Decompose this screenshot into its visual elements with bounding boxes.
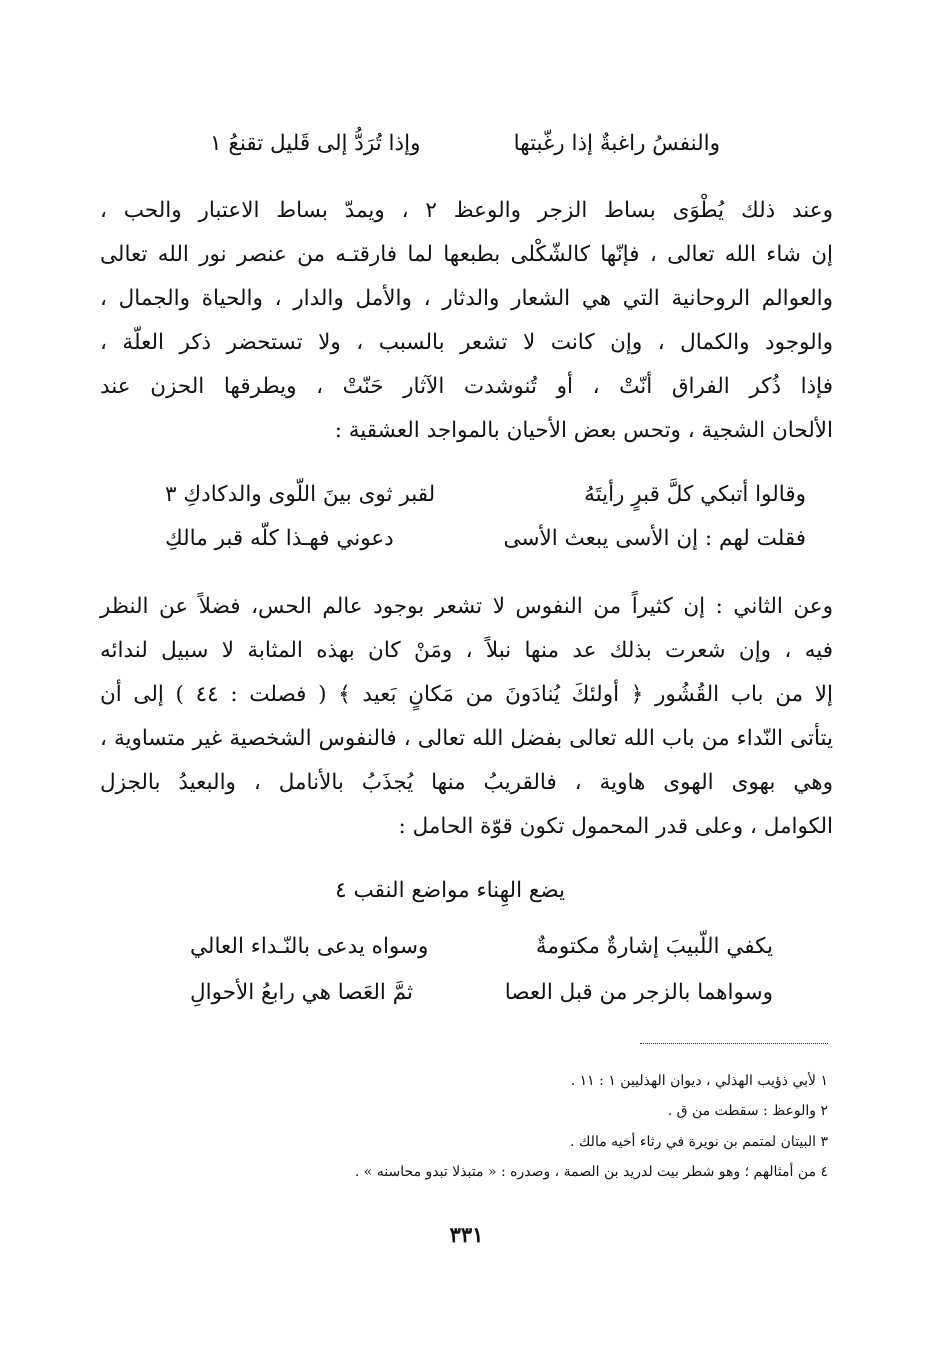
paragraph-2-line: إلا من باب القُشُور ﴿ أولئكَ يُنادَونَ من مَكانٍ بَعيد ﴾ ( فصلت : ٤٤ ) إلى أن bbox=[100, 682, 833, 707]
poem-2-verse-1-first: يكفي اللّبيبَ إشارةٌ مكتومةٌ bbox=[535, 934, 773, 959]
paragraph-2-line: الكوامل ، وعلى قدر المحمول تكون قوّة الحامل : bbox=[398, 814, 833, 839]
paragraph-2-line: يتأتى النّداء من باب الله تعالى بفضل الله تعالى ، فالنفوس الشخصية غير متساوية ، bbox=[100, 726, 833, 751]
poem-1-verse-2-second: دعوني فهـذا كلّه قبر مالكِ bbox=[165, 526, 394, 551]
poem-1-verse-1-second: لقبر ثوى بينَ اللّوى والدكادكِ ٣ bbox=[165, 482, 436, 507]
opening-verse-second-hemistich: وإذا تُرَدُّ إلى قَليل تقنعُ ١ bbox=[210, 131, 421, 156]
paragraph-1-line: فإذا ذُكر الفراق أنّتْ ، أو تُنوشدت الآثار حَنّتْ ، ويطرقها الحزن عند bbox=[100, 374, 833, 399]
opening-verse-first-hemistich: والنفسُ راغبةٌ إذا رغّبتها bbox=[513, 131, 720, 156]
footnote-separator bbox=[640, 1043, 828, 1044]
poem-2-verse-2-first: وسواهما بالزجر من قبل العصا bbox=[504, 980, 773, 1005]
footnote: ١ لأبي ذؤيب الهذلي ، ديوان الهذليين ١ : ١١ . bbox=[570, 1073, 828, 1089]
footnote: ٢ والوعظ : سقطت من ق . bbox=[667, 1103, 828, 1119]
poem-1-verse-2-first: فقلت لهم : إن الأسى يبعث الأسى bbox=[503, 526, 806, 551]
footnote: ٣ البيتان لمتمم بن نويرة في رثاء أخيه مالك . bbox=[569, 1134, 828, 1150]
paragraph-1-line: إن شاء الله تعالى ، فإنّها كالشّكْلى بطبعها لما فارقتـه من عنصر نور الله تعالى bbox=[100, 242, 833, 267]
paragraph-2-line: وعن الثاني : إن كثيراً من النفوس لا تشعر بوجود عالم الحس، فضلاً عن النظر bbox=[100, 594, 833, 619]
paragraph-2-line: فيه ، وإن شعرت بذلك عد منها نبلاً ، ومَنْ كان بهذه المثابة لا سبيل لندائه bbox=[100, 638, 833, 663]
poem-2-verse-2-second: ثمَّ العَصا هي رابعُ الأحوالِ bbox=[190, 980, 413, 1005]
poem-1-verse-1-first: وقالوا أتبكي كلَّ قبرٍ رأيتَهُ bbox=[584, 482, 806, 507]
poem-2-verse-1-second: وسواه يدعى بالنّـداء العالي bbox=[190, 934, 429, 959]
paragraph-1-line: والعوالم الروحانية التي هي الشعار والدثار ، والأمل والدار ، والحياة والجمال ، bbox=[100, 286, 833, 311]
footnote: ٤ من أمثالهم ؛ وهو شطر بيت لدريد بن الصمة ، وصدره : « متبذلا تبدو محاسنه » . bbox=[354, 1164, 828, 1180]
paragraph-1-line: الألحان الشجية ، وتحس بعض الأحيان بالمواجد العشقية : bbox=[334, 418, 833, 443]
paragraph-2-line: وهي بهوى الهوى هاوية ، فالقريبُ منها يُجذَبُ بالأنامل ، والبعيدُ بالجزل bbox=[100, 770, 833, 795]
proverb-verse: يضع الهِناء مواضع النقب ٤ bbox=[335, 878, 565, 903]
paragraph-1-line: والوجود والكمال ، وإن كانت لا تشعر بالسبب ، ولا تستحضر ذكر العلّة ، bbox=[100, 330, 833, 355]
paragraph-1-line: وعند ذلك يُطْوَى بساط الزجر والوعظ ٢ ، ويمدّ بساط الاعتبار والحب ، bbox=[100, 198, 833, 223]
page-number: ٣٣١ bbox=[449, 1222, 484, 1247]
